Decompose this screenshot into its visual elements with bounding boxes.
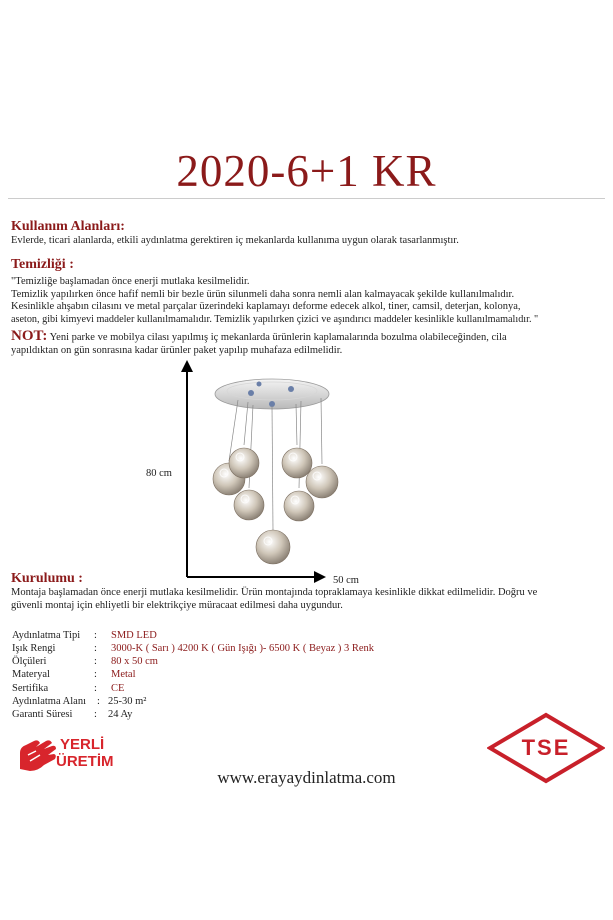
cleaning-line: aseton, gibi kimyevi maddeler kullanılmamalıdır. Temizlik yapılırken çizici ve aşındırıcı maddeler kesinlikle kullanılmamalıdır. "	[11, 313, 539, 325]
note-block	[11, 330, 611, 357]
cleaning-text	[11, 276, 611, 326]
title-divider	[8, 198, 605, 199]
badge-line2: ÜRETİM	[56, 753, 114, 770]
product-illustration	[150, 360, 390, 585]
usage-heading: Kullanım Alanları:	[11, 219, 125, 234]
spec-key: Materyal	[12, 669, 50, 680]
crystal-globes	[213, 448, 338, 564]
tse-logo	[487, 712, 605, 784]
spec-row: Işık Rengi : 3000-K ( Sarı ) 4200 K ( Gün Işığı )- 6500 K ( Beyaz ) 3 Renk	[12, 643, 375, 654]
spec-row: Materyal : Metal	[12, 669, 136, 680]
spec-key: Aydınlatma Tipi	[12, 630, 81, 641]
tse-text: TSE	[521, 735, 571, 760]
spec-row: Garanti Süresi : 24 Ay	[12, 709, 133, 720]
note-line: yapıldıktan on gün sonrasına kadar ürünler paket yapılıp muhafaza edilmelidir.	[11, 344, 343, 356]
arrow-up-icon	[181, 360, 193, 372]
cleaning-line: Kesinlikle ahşabın cilasını ve metal parçalar üzerindeki kaplamayı deforme edecek alkol, tiner, camsil, deterjan, kolonya,	[11, 301, 521, 312]
installation-line: Montaja başlamadan önce enerji mutlaka kesilmelidir. Ürün montajında topraklamaya kesinlikle dikkat edilmelidir. Doğru ve	[11, 587, 538, 598]
badge-line1: YERLİ	[60, 736, 105, 753]
spec-key: Garanti Süresi	[12, 709, 73, 720]
arrow-right-icon	[314, 571, 326, 583]
note-line: Yeni parke ve mobilya cilası yapılmış iç mekanlarda ürünlerin kaplamalarında bozulma olabileceğinden, cila	[49, 332, 507, 343]
cleaning-heading: Temizliği :	[11, 257, 74, 272]
spec-value: CE	[111, 683, 125, 694]
product-title: 2020-6+1 KR	[176, 146, 437, 196]
spec-row: Ölçüleri : 80 x 50 cm	[12, 656, 158, 667]
spec-key: Aydınlatma Alanı	[12, 696, 86, 707]
spec-key: Işık Rengi	[12, 643, 56, 654]
spec-key: Ölçüleri	[12, 656, 47, 667]
usage-text: Evlerde, ticari alanlarda, etkili aydınlatma gerektiren iç mekanlarda kullanıma uygun olarak tasarlanmıştır.	[11, 235, 459, 246]
installation-text	[11, 587, 611, 612]
note-label: NOT:	[11, 328, 48, 344]
spec-row: Aydınlatma Tipi : SMD LED	[12, 630, 157, 641]
spec-value: 25-30 m²	[108, 696, 147, 707]
spec-key: Sertifika	[12, 683, 49, 694]
website-url: www.erayaydinlatma.com	[217, 768, 396, 787]
cleaning-line: "Temizliğe başlamadan önce enerji mutlaka kesilmelidir.	[11, 276, 250, 287]
spec-value: Metal	[111, 669, 136, 680]
spec-row: Aydınlatma Alanı : 25-30 m²	[12, 696, 147, 707]
width-label: 50 cm	[333, 575, 359, 586]
spec-value: SMD LED	[111, 630, 157, 641]
cleaning-line: Temizlik yapılırken önce hafif nemli bir bezle ürün silunmeli daha sonra nemli alan kalmayacak şekilde kullanılmalıdır.	[11, 288, 515, 300]
spec-value: 3000-K ( Sarı ) 4200 K ( Gün Işığı )- 6500 K ( Beyaz ) 3 Renk	[111, 643, 375, 654]
installation-line: güvenli montaj için ehliyetli bir elektrikçiye müracaat edilmesi daha uygundur.	[11, 599, 343, 611]
spec-value: 80 x 50 cm	[111, 656, 158, 667]
height-label: 80 cm	[146, 468, 172, 479]
installation-heading: Kurulumu :	[11, 571, 83, 586]
spec-row: Sertifika : CE	[12, 683, 125, 694]
spec-value: 24 Ay	[108, 709, 133, 720]
